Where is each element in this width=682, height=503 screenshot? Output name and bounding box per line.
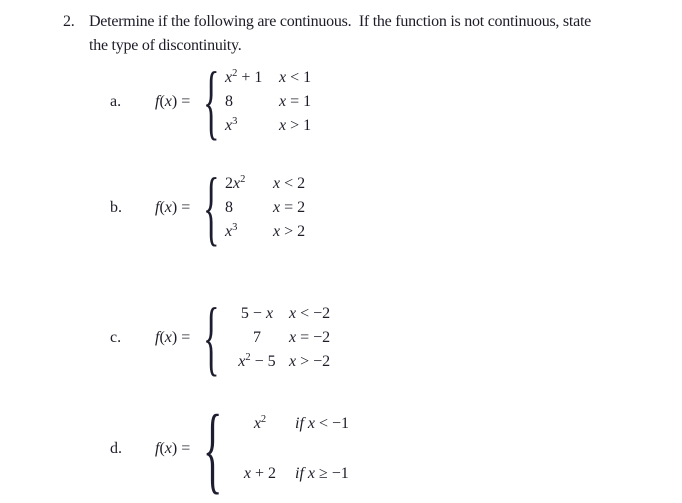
piece-expression: 8 [225,93,233,110]
piece-condition: x = 2 [273,199,306,216]
piecewise-rows [218,66,311,138]
piece-row [225,66,311,90]
piece-expression: x + 2 [243,465,277,482]
piece-row [225,196,305,220]
problem-prompt [89,10,591,58]
left-brace: { [203,393,223,503]
piece-row [225,412,349,436]
piece-condition: x = −2 [289,329,331,346]
piece-condition: x < −2 [289,305,331,322]
left-brace: { [203,161,220,254]
piece-expression: $x^2$ [253,414,267,432]
function-notation: f(x) = [155,199,195,216]
piece-condition: if x < −1 [295,415,350,432]
piece-expression: 7 [253,329,261,346]
function-notation: f(x) = [155,93,195,110]
left-brace: { [203,291,220,384]
prompt-line-1: Determine if the following are continuous. If the function is not continuous, state [89,13,591,30]
piece-condition: x > 1 [279,117,312,134]
piece-row [225,90,311,114]
piece-condition: x < 2 [273,175,306,192]
prompt-line-2: the type of discontinuity. [89,37,242,54]
piece-row [225,302,330,326]
part-label: b. [110,199,122,216]
piecewise-rows [218,302,330,374]
piece-expression: $x^2 - 5$ [238,352,276,370]
function-notation: f(x) = [155,440,195,457]
piece-expression: 5 − x [240,305,274,322]
part-label: d. [110,440,122,457]
part-b [110,161,682,254]
part-label: c. [110,329,122,346]
piece-condition: x > −2 [289,353,331,370]
part-a [110,55,682,148]
piece-row [225,220,305,244]
piece-expression: 8 [225,199,233,216]
piece-condition: if x ≥ −1 [295,465,349,482]
piece-row [225,172,305,196]
piece-row [225,114,311,138]
piece-expression: $x^3$ [225,222,238,240]
part-d [110,393,682,503]
piece-condition: x = 1 [279,93,312,110]
piecewise-rows [218,172,305,244]
piece-expression: $x^3$ [225,116,238,134]
piecewise-rows [218,412,349,486]
left-brace: { [203,55,220,148]
part-label: a. [110,93,122,110]
function-notation: f(x) = [155,329,195,346]
piece-condition: x < 1 [279,69,312,86]
piece-expression: $2x^2$ [225,174,246,192]
piece-row [225,462,349,486]
problem-number: 2. [63,13,75,30]
piece-row [225,326,330,350]
piece-expression: $x^2 + 1$ [225,68,263,86]
part-c [110,291,682,384]
piece-condition: x > 2 [273,223,306,240]
problem-statement [0,0,682,58]
piece-row [225,350,330,374]
